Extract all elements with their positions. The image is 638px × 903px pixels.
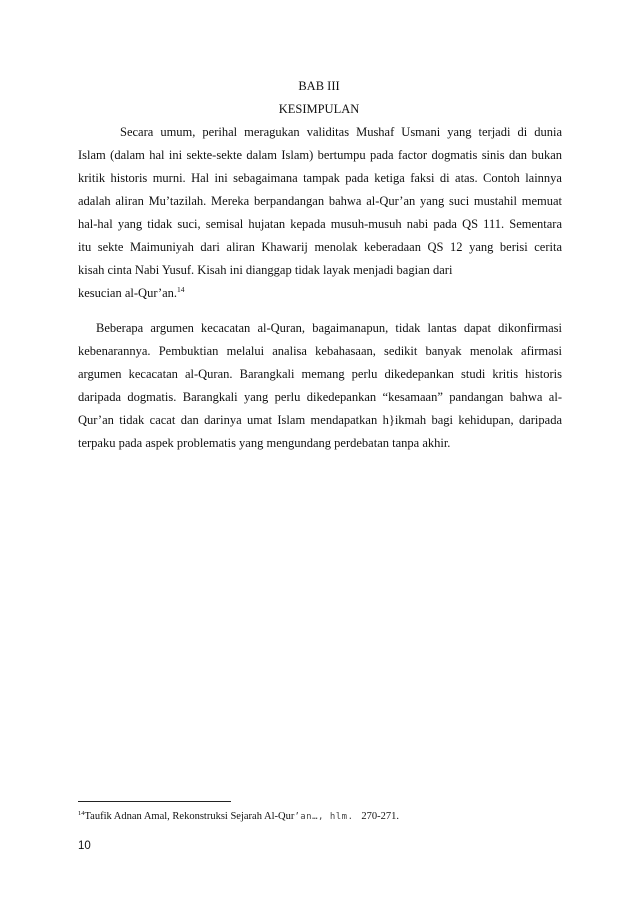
paragraph-line: kebenarannya. Pembuktian melalui analisa kebahasaan, sedikit banyak menolak afirmasi [78,344,562,358]
footnote-pages: 270-271. [361,811,400,822]
paragraph-line: Beberapa argumen kecacatan al-Quran, bagaimanapun, tidak lantas dapat dikonfirmasi [96,321,562,335]
paragraph-line: daripada dogmatis. Barangkali yang perlu dikedepankan “kesamaan” pandangan bahwa al- [78,390,562,404]
paragraph-line: Qur’an tidak cacat dan darinya umat Islam mendapatkan h}ikmah bagi kehidupan, daripada [78,413,562,427]
footnote-reference[interactable]: 14 [177,285,185,294]
paragraph-line: itu sekte Maimuniyah dari aliran Khawarij menolak keberadaan QS 12 yang berisi cerita [78,240,562,254]
footnote-separator [78,801,231,802]
chapter-title: KESIMPULAN [278,102,360,116]
paragraph-line: kisah cinta Nabi Yusuf. Kisah ini dianggap tidak layak menjadi bagian dari [78,263,453,277]
paragraph-line: hal-hal yang tidak suci, semisal hujatan kepada musuh-musuh nabi pada QS 111. Sementara [78,217,562,231]
paragraph-line-text: kesucian al-Qur’an. [78,286,178,300]
paragraph-line: Secara umum, perihal meragukan validitas Mushaf Usmani yang terjadi di dunia [120,125,562,139]
paragraph-line-last [78,282,562,305]
paragraph-conclusion-1 [78,121,562,305]
footnote [78,811,399,822]
paragraph-conclusion-2 [78,317,562,455]
paragraph-line: argumen kecacatan al-Quran. Barangkali memang perlu dikedepankan studi kritis historis [78,367,562,381]
footnote-text: Taufik Adnan Amal, Rekonstruksi Sejarah Al-Qur [84,811,295,822]
footnote-abbrev: ’an…, hlm. [294,812,354,822]
paragraph-line: adalah aliran Mu’tazilah. Mereka berpandangan bahwa al-Qur’an yang suci mustahil memuat [78,194,562,208]
paragraph-line: terpaku pada aspek problematis yang mengundang perdebatan tanpa akhir. [78,436,451,450]
footnote-number: 14 [78,810,85,817]
paragraph-line: kritik historis murni. Hal ini sebagaimana tampak pada ketiga faksi di atas. Contoh lainnya [78,171,562,185]
chapter-label: BAB III [298,79,340,93]
paragraph-line: Islam (dalam hal ini sekte-sekte dalam Islam) bertumpu pada factor dogmatis sinis dan bukan [78,148,562,162]
page-number: 10 [78,840,91,852]
